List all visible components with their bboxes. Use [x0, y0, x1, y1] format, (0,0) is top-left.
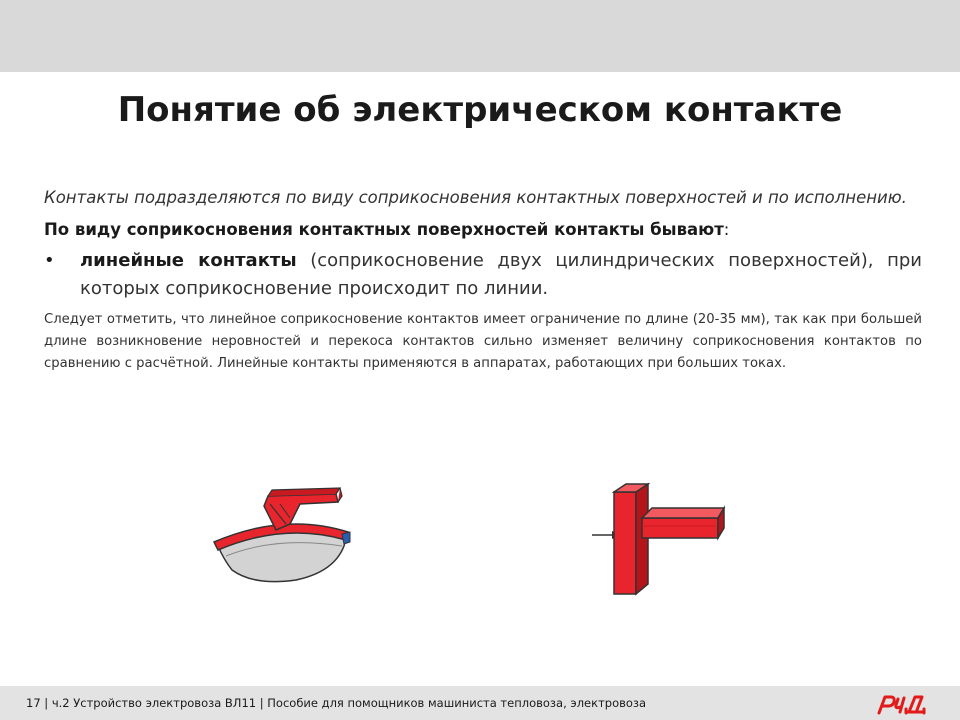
bullet-icon: •	[44, 250, 55, 271]
list-item	[44, 247, 922, 303]
footer-text: 17 | ч.2 Устройство электровоза ВЛ11 | Пособие для помощников машиниста тепловоза, электровоза	[26, 696, 647, 710]
crossed-bars-figure	[590, 478, 730, 598]
curved-contact-figure	[206, 484, 366, 588]
note-paragraph: Следует отметить, что линейное соприкосновение контактов имеет ограничение по длине (20-35 мм), так как при большей длине возникновение неровностей и перекоса контактов сильно изменяет величину соприкосновения контактов по сравнению с расчётной. Линейные контакты применяются в аппаратах, работающих при больших токах.	[44, 312, 922, 371]
slide-title: Понятие об электрическом контакте	[117, 90, 843, 130]
header-band	[0, 0, 960, 72]
intro-paragraph: Контакты подразделяются по виду соприкосновения контактных поверхностей и по исполнению.	[44, 188, 907, 207]
slide-body	[44, 184, 922, 375]
bullet-text	[80, 247, 922, 303]
subheading-text: По виду соприкосновения контактных поверхностей контакты бывают	[44, 220, 724, 239]
rzd-logo-icon	[876, 693, 930, 715]
bullet-description: (соприкосновение двух цилиндрических поверхностей), при которых соприкосновение происходит по линии.	[80, 250, 922, 299]
subheading-colon: :	[723, 220, 730, 239]
section-subheading	[44, 217, 922, 243]
bullet-term: линейные контакты	[80, 250, 297, 271]
